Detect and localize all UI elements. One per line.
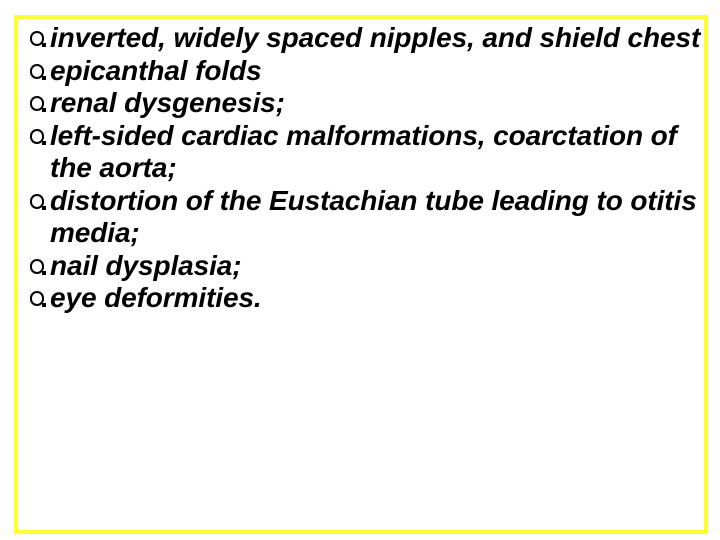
list-item-text: left-sided cardiac malformations, coarctation of the aorta;	[50, 119, 677, 183]
list-item-text: nail dysplasia;	[50, 249, 242, 281]
list-item-text: renal dysgenesis;	[50, 87, 285, 118]
list-item	[30, 22, 710, 55]
list-item	[30, 87, 710, 120]
bullet-icon	[30, 96, 44, 111]
list-item	[30, 120, 710, 185]
bullet-icon	[30, 129, 44, 144]
list-item	[30, 282, 710, 315]
bullet-icon	[30, 64, 44, 79]
bullet-list	[30, 22, 710, 315]
bullet-icon	[30, 291, 44, 306]
list-item-text: distortion of the Eustachian tube leading to otitis media;	[50, 184, 697, 248]
list-item-text: eye deformities.	[50, 282, 262, 313]
list-item	[30, 250, 710, 283]
list-item-text: epicanthal folds	[50, 54, 262, 86]
bullet-icon	[30, 31, 44, 46]
list-item	[30, 55, 710, 88]
bullet-icon	[30, 194, 44, 209]
list-item-text: inverted, widely spaced nipples, and shield chest	[50, 22, 701, 53]
bullet-icon	[30, 259, 44, 274]
list-item	[30, 185, 710, 250]
